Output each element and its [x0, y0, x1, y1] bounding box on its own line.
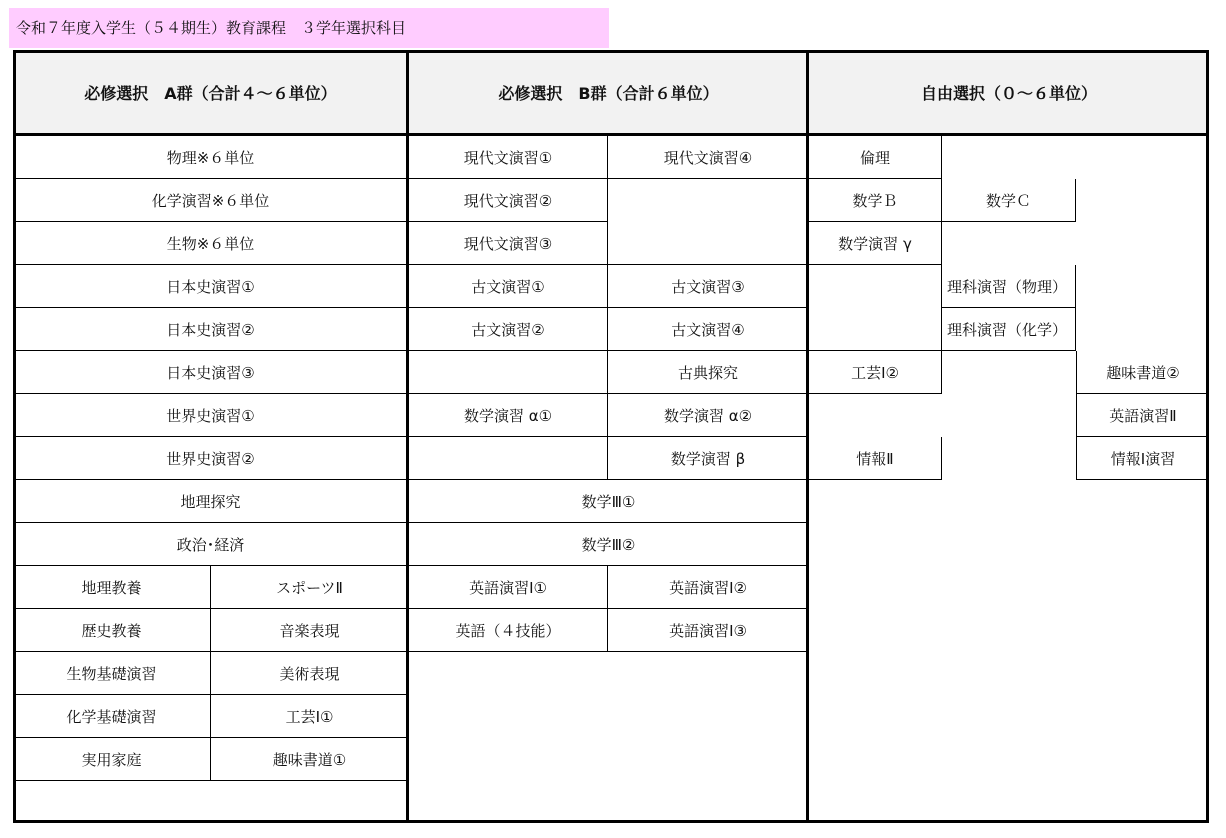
- b-empty-cell: [409, 437, 608, 480]
- b-subject-cell: 数学Ⅲ①: [409, 480, 808, 523]
- free-subject-cell: 理科演習（化学）: [942, 308, 1076, 351]
- a-subject-cell: 物理※６単位: [13, 136, 408, 179]
- b-subject-cell: 古文演習③: [608, 265, 808, 308]
- b-subject-cell: 英語演習Ⅰ①: [409, 566, 608, 609]
- a-subject-cell: 化学基礎演習: [13, 695, 211, 738]
- column-divider: [806, 50, 809, 823]
- a-subject-cell: 地理教養: [13, 566, 211, 609]
- a-subject-cell: スポーツⅡ: [211, 566, 408, 609]
- b-empty-cell: [608, 179, 808, 265]
- b-subject-cell: 英語演習Ⅰ②: [608, 566, 808, 609]
- b-empty-cell: [409, 351, 608, 394]
- a-subject-cell: 世界史演習①: [13, 394, 408, 437]
- free-empty-cell: [809, 265, 942, 351]
- b-subject-cell: 数学Ⅲ②: [409, 523, 808, 566]
- header-free: 自由選択（０～６単位）: [809, 50, 1209, 135]
- b-subject-cell: 現代文演習④: [608, 136, 808, 179]
- free-subject-cell: 数学Ｂ: [809, 179, 942, 222]
- a-subject-cell: 世界史演習②: [13, 437, 408, 480]
- header-divider: [13, 133, 1209, 136]
- a-subject-cell: 工芸Ⅰ①: [211, 695, 408, 738]
- a-subject-cell: 趣味書道①: [211, 738, 408, 781]
- column-divider: [406, 50, 409, 823]
- a-subject-cell: 音楽表現: [211, 609, 408, 652]
- free-subject-cell: 情報Ⅰ演習: [1076, 437, 1209, 480]
- b-subject-cell: 古文演習④: [608, 308, 808, 351]
- b-subject-cell: 古典探究: [608, 351, 808, 394]
- b-subject-cell: 古文演習②: [409, 308, 608, 351]
- free-subject-cell: 倫理: [809, 136, 942, 179]
- a-subject-cell: 日本史演習②: [13, 308, 408, 351]
- a-subject-cell: 生物基礎演習: [13, 652, 211, 695]
- b-subject-cell: 英語演習Ⅰ③: [608, 609, 808, 652]
- a-subject-cell: 地理探究: [13, 480, 408, 523]
- b-subject-cell: 現代文演習②: [409, 179, 608, 222]
- page-title: 令和７年度入学生（５４期生）教育課程 ３学年選択科目: [9, 8, 609, 48]
- header-group-a: 必修選択 A群（合計４～６単位）: [13, 50, 408, 135]
- free-subject-cell: 数学演習 γ: [809, 222, 942, 265]
- free-subject-cell: 英語演習Ⅱ: [1076, 394, 1209, 437]
- header-group-b: 必修選択 B群（合計６単位）: [409, 50, 808, 135]
- free-subject-cell: 情報Ⅱ: [809, 437, 942, 480]
- a-subject-cell: 化学演習※６単位: [13, 179, 408, 222]
- a-subject-cell: 日本史演習③: [13, 351, 408, 394]
- a-subject-cell: 歴史教養: [13, 609, 211, 652]
- free-subject-cell: 工芸Ⅰ②: [809, 351, 942, 394]
- a-subject-cell: 政治･経済: [13, 523, 408, 566]
- b-subject-cell: 現代文演習③: [409, 222, 608, 265]
- curriculum-table: [13, 50, 1209, 823]
- a-subject-cell: 生物※６単位: [13, 222, 408, 265]
- free-subject-cell: 数学Ｃ: [942, 179, 1076, 222]
- a-subject-cell: 実用家庭: [13, 738, 211, 781]
- a-subject-cell: 日本史演習①: [13, 265, 408, 308]
- b-subject-cell: 数学演習 α②: [608, 394, 808, 437]
- b-subject-cell: 数学演習 β: [608, 437, 808, 480]
- b-subject-cell: 現代文演習①: [409, 136, 608, 179]
- b-subject-cell: 英語（４技能）: [409, 609, 608, 652]
- a-subject-cell: 美術表現: [211, 652, 408, 695]
- b-subject-cell: 数学演習 α①: [409, 394, 608, 437]
- free-subject-cell: 趣味書道②: [1076, 351, 1209, 394]
- free-subject-cell: 理科演習（物理）: [942, 265, 1076, 308]
- b-subject-cell: 古文演習①: [409, 265, 608, 308]
